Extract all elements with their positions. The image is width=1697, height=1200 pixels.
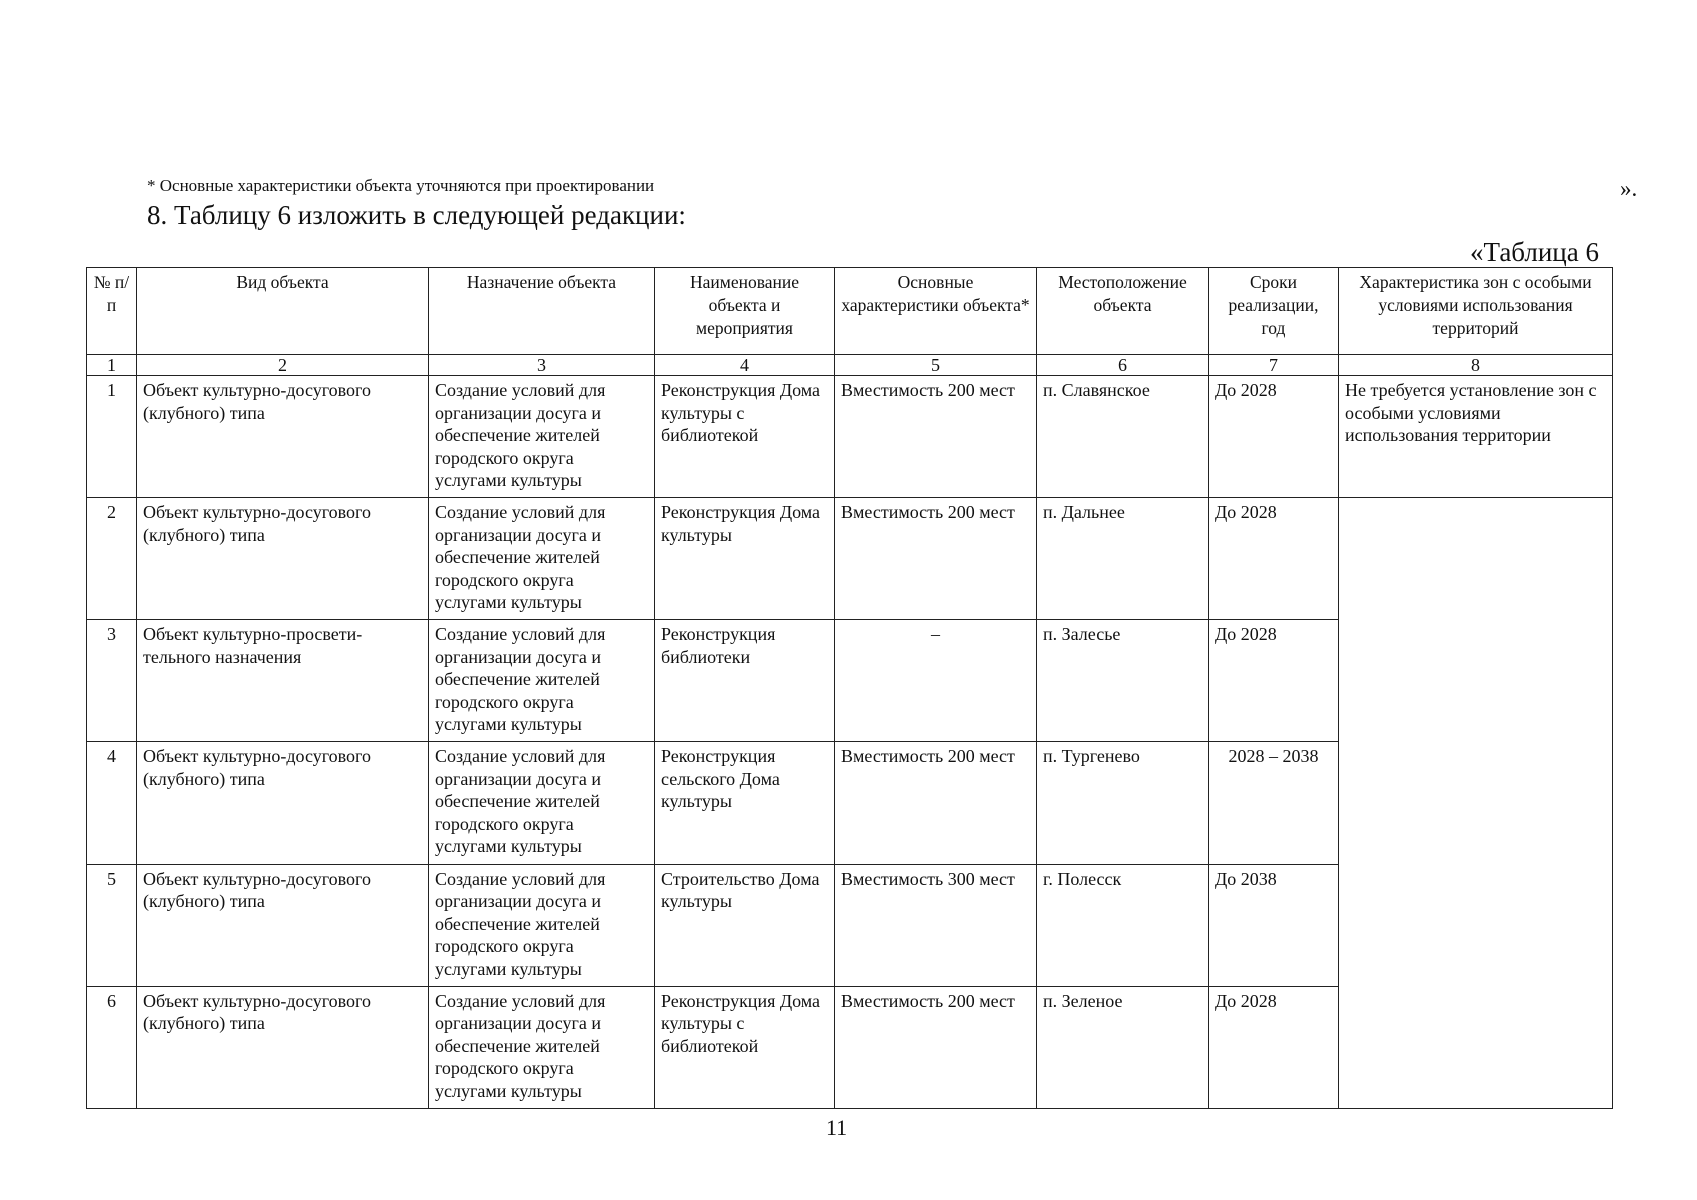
object-characteristics: Вместимость 200 мест	[835, 498, 1037, 620]
row-number: 2	[87, 498, 137, 620]
object-characteristics: Вместимость 200 мест	[835, 376, 1037, 498]
column-number: 5	[835, 355, 1037, 376]
row-number: 1	[87, 376, 137, 498]
column-number: 4	[655, 355, 835, 376]
object-name: Реконструкция сельского Дома культуры	[655, 742, 835, 864]
header-cell-purpose: Назначение объекта	[429, 268, 655, 355]
object-type: Объект культурно-досугового (клубного) типа	[137, 986, 429, 1108]
header-cell-characteristics: Основные характеристики объекта*	[835, 268, 1037, 355]
implementation-period: До 2028	[1209, 376, 1339, 498]
object-location: п. Славянское	[1037, 376, 1209, 498]
column-number: 3	[429, 355, 655, 376]
footnote: * Основные характеристики объекта уточняются при проектировании	[147, 176, 655, 195]
table-header-row	[87, 268, 1613, 355]
table-caption: «Таблица 6	[1470, 237, 1599, 267]
row-number: 5	[87, 864, 137, 986]
object-purpose: Создание условий для организации досуга и обеспечение жителей городского округа услугами культуры	[429, 986, 655, 1108]
object-name: Реконструкция Дома культуры с библиотекой	[655, 376, 835, 498]
instruction-text: 8. Таблицу 6 изложить в следующей редакции:	[147, 200, 686, 230]
object-purpose: Создание условий для организации досуга и обеспечение жителей городского округа услугами культуры	[429, 498, 655, 620]
object-location: п. Залесье	[1037, 620, 1209, 742]
column-number: 8	[1339, 355, 1613, 376]
row-number: 3	[87, 620, 137, 742]
closing-quote: ».	[1620, 176, 1638, 201]
object-name: Реконструкция библиотеки	[655, 620, 835, 742]
row-number: 6	[87, 986, 137, 1108]
zone-note: Не требуется установление зон с особыми условиями использования территории	[1339, 376, 1613, 498]
object-purpose: Создание условий для организации досуга и обеспечение жителей городского округа услугами культуры	[429, 376, 655, 498]
column-number: 2	[137, 355, 429, 376]
object-characteristics: Вместимость 200 мест	[835, 986, 1037, 1108]
page-number: 11	[826, 1115, 848, 1140]
header-cell-period: Сроки реализации, год	[1209, 268, 1339, 355]
object-purpose: Создание условий для организации досуга и обеспечение жителей городского округа услугами культуры	[429, 742, 655, 864]
object-type: Объект культурно-досугового (клубного) типа	[137, 498, 429, 620]
object-type: Объект культурно-досугового (клубного) типа	[137, 742, 429, 864]
object-characteristics: Вместимость 200 мест	[835, 742, 1037, 864]
object-location: г. Полесск	[1037, 864, 1209, 986]
object-name: Реконструкция Дома культуры с библиотекой	[655, 986, 835, 1108]
object-location: п. Зеленое	[1037, 986, 1209, 1108]
table-row	[87, 376, 1613, 498]
column-number-row	[87, 355, 1613, 376]
object-name: Реконструкция Дома культуры	[655, 498, 835, 620]
zone-empty-cell	[1339, 498, 1613, 1109]
table-row	[87, 498, 1613, 620]
object-location: п. Тургенево	[1037, 742, 1209, 864]
header-cell-name: Наименование объекта и мероприятия	[655, 268, 835, 355]
row-number: 4	[87, 742, 137, 864]
object-purpose: Создание условий для организации досуга и обеспечение жителей городского округа услугами культуры	[429, 864, 655, 986]
header-cell-number: № п/п	[87, 268, 137, 355]
implementation-period: 2028 – 2038	[1209, 742, 1339, 864]
header-cell-location: Местоположение объекта	[1037, 268, 1209, 355]
object-name: Строительство Дома культуры	[655, 864, 835, 986]
column-number: 7	[1209, 355, 1339, 376]
object-location: п. Дальнее	[1037, 498, 1209, 620]
column-number: 1	[87, 355, 137, 376]
object-type: Объект культурно-просвети-тельного назначения	[137, 620, 429, 742]
header-cell-type: Вид объекта	[137, 268, 429, 355]
implementation-period: До 2028	[1209, 986, 1339, 1108]
column-number: 6	[1037, 355, 1209, 376]
objects-table	[86, 267, 1613, 1109]
header-cell-zones: Характеристика зон с особыми условиями использования территорий	[1339, 268, 1613, 355]
implementation-period: До 2038	[1209, 864, 1339, 986]
object-purpose: Создание условий для организации досуга и обеспечение жителей городского округа услугами культуры	[429, 620, 655, 742]
object-type: Объект культурно-досугового (клубного) типа	[137, 864, 429, 986]
object-type: Объект культурно-досугового (клубного) типа	[137, 376, 429, 498]
object-characteristics: –	[835, 620, 1037, 742]
implementation-period: До 2028	[1209, 498, 1339, 620]
object-characteristics: Вместимость 300 мест	[835, 864, 1037, 986]
implementation-period: До 2028	[1209, 620, 1339, 742]
